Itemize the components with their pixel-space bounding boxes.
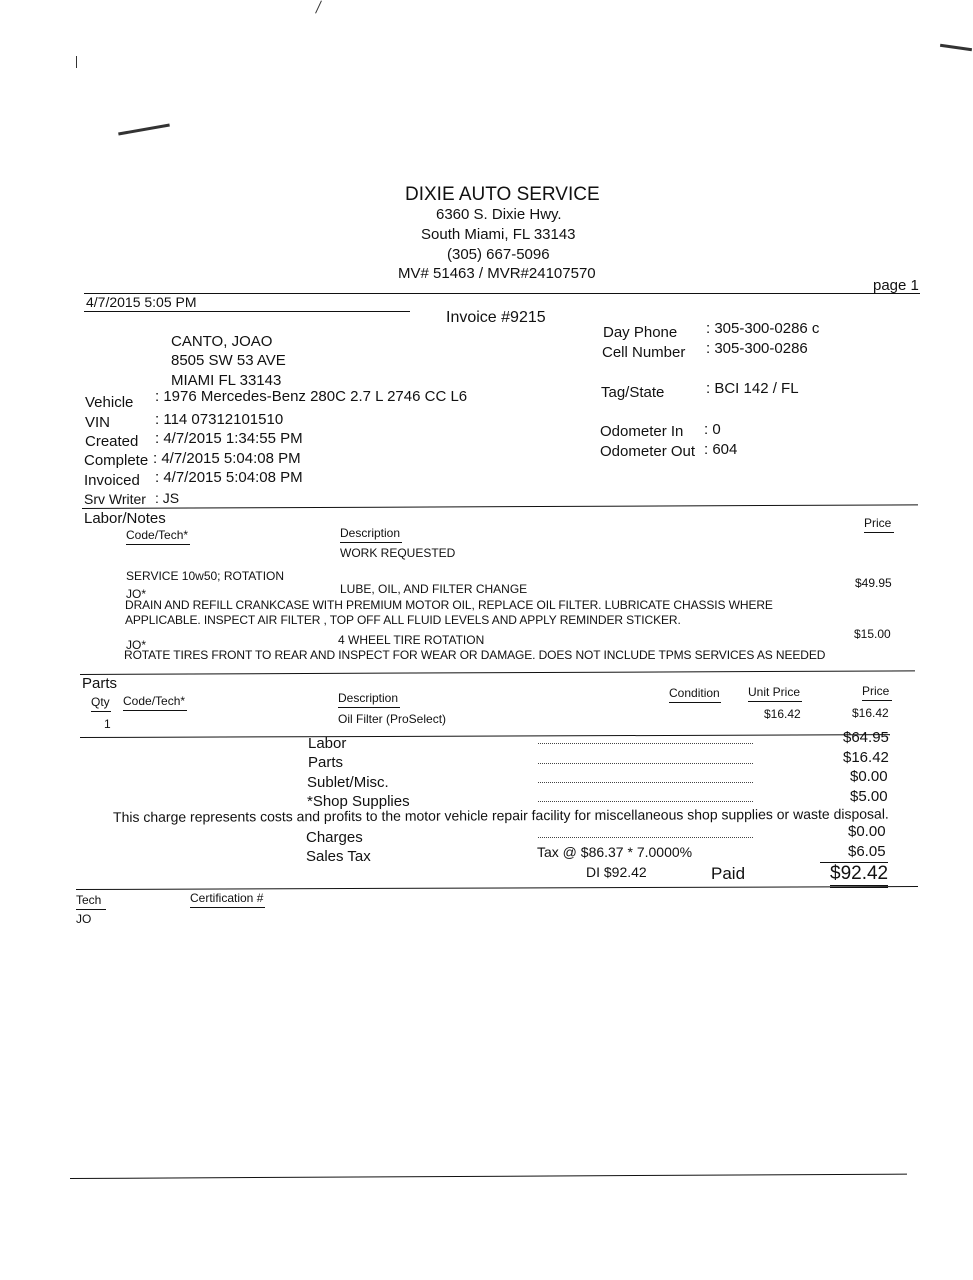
part-row-description: Oil Filter (ProSelect) (338, 712, 447, 726)
labor-line-2-price: $15.00 (854, 627, 891, 641)
complete-label: Complete (84, 452, 149, 469)
vin-label: VIN (85, 414, 111, 431)
labor-line-1-price: $49.95 (855, 576, 892, 590)
parts-col-code: Code/Tech* (123, 694, 187, 711)
total-shop-supplies-leader (538, 801, 753, 802)
labor-line-1-detail-2: APPLICABLE. INSPECT AIR FILTER , TOP OFF ALL FLUID LEVELS AND APPLY REMINDER STICKER. (125, 613, 681, 627)
part-row-price: $16.42 (852, 706, 889, 720)
part-row-qty: 1 (104, 717, 111, 731)
labor-col-code: Code/Tech* (126, 528, 190, 545)
cell-number-label: Cell Number (602, 344, 686, 361)
labor-line-1-description: LUBE, OIL, AND FILTER CHANGE (340, 582, 528, 596)
invoiced-value: : 4/7/2015 5:04:08 PM (155, 469, 303, 486)
labor-col-price: Price (864, 516, 894, 533)
paid-total: $92.42 (830, 863, 888, 888)
header-rule-2 (84, 311, 410, 312)
vin-value: : 114 07312101510 (155, 411, 284, 428)
print-datetime: 4/7/2015 5:05 PM (86, 294, 197, 310)
customer-address2: MIAMI FL 33143 (171, 372, 282, 389)
total-labor-value: $64.95 (843, 729, 889, 746)
payment-method: DI $92.42 (586, 864, 647, 880)
customer-address1: 8505 SW 53 AVE (171, 352, 286, 369)
page-number: page 1 (873, 277, 919, 294)
labor-line-2-description: 4 WHEEL TIRE ROTATION (338, 633, 485, 647)
sales-tax-calculation: Tax @ $86.37 * 7.0000% (537, 844, 693, 860)
invoice-number: Invoice #9215 (446, 309, 546, 326)
labor-line-2-tech: JO* (126, 638, 147, 652)
service-writer-label: Srv Writer (84, 491, 146, 507)
created-value: : 4/7/2015 1:34:55 PM (155, 430, 303, 447)
created-label: Created (85, 433, 139, 450)
scan-mark (940, 44, 972, 51)
labor-line-1-tech: JO* (126, 587, 147, 601)
day-phone-value: : 305-300-0286 c (706, 320, 820, 337)
total-charges-leader (538, 837, 753, 838)
parts-col-unit-price: Unit Price (748, 685, 802, 702)
vehicle-label: Vehicle (85, 394, 134, 411)
footer-tech-value: JO (76, 912, 92, 926)
part-row-unit-price: $16.42 (764, 707, 801, 721)
vehicle-rule (82, 504, 918, 509)
total-sublet-value: $0.00 (850, 768, 888, 785)
parts-col-qty: Qty (91, 695, 111, 712)
total-charges-value: $0.00 (848, 823, 886, 840)
parts-section-title: Parts (82, 675, 118, 692)
total-sales-tax-label: Sales Tax (306, 848, 371, 865)
labor-section-title: Labor/Notes (84, 510, 166, 527)
shop-city: South Miami, FL 33143 (421, 226, 576, 243)
odometer-out-value: : 604 (704, 441, 738, 458)
total-labor-label: Labor (308, 735, 347, 752)
total-sublet-leader (538, 782, 753, 783)
total-sales-tax-value: $6.05 (848, 843, 886, 860)
parts-col-price: Price (862, 684, 892, 701)
shop-street: 6360 S. Dixie Hwy. (436, 206, 562, 223)
tag-state-label: Tag/State (601, 384, 665, 401)
labor-line-2-detail-1: ROTATE TIRES FRONT TO REAR AND INSPECT FOR WEAR OR DAMAGE. DOES NOT INCLUDE TPMS SERVICES AS NEEDED (124, 648, 826, 662)
tag-state-value: : BCI 142 / FL (706, 380, 799, 397)
total-shop-supplies-value: $5.00 (850, 788, 888, 805)
totals-end-rule (76, 886, 918, 890)
shop-license: MV# 51463 / MVR#24107570 (398, 265, 596, 282)
odometer-out-label: Odometer Out (600, 443, 696, 460)
day-phone-label: Day Phone (603, 324, 678, 341)
shop-phone: (305) 667-5096 (447, 246, 550, 263)
service-writer-value: : JS (155, 490, 180, 506)
complete-value: : 4/7/2015 5:04:08 PM (153, 450, 301, 467)
request-note: SERVICE 10w50; ROTATION (126, 569, 285, 583)
total-parts-leader (538, 763, 753, 764)
paid-label: Paid (711, 864, 746, 883)
shop-supplies-disclaimer: This charge represents costs and profits to the motor vehicle repair facility for miscellaneous shop supplies or waste disposal. (112, 805, 889, 825)
parts-col-description: Description (338, 691, 400, 708)
invoiced-label: Invoiced (84, 472, 140, 489)
work-requested: WORK REQUESTED (340, 546, 456, 560)
total-charges-label: Charges (306, 829, 363, 846)
footer-certification-label: Certification # (190, 891, 265, 908)
scan-mark (315, 0, 322, 13)
labor-end-rule (80, 670, 915, 675)
parts-end-rule (80, 734, 890, 738)
footer-tech-label: Tech (76, 893, 106, 910)
cell-number-value: : 305-300-0286 (706, 340, 808, 357)
labor-col-description: Description (340, 526, 402, 543)
header-rule (84, 293, 920, 294)
total-parts-value: $16.42 (843, 749, 889, 766)
bottom-rule (70, 1174, 907, 1179)
shop-name: DIXIE AUTO SERVICE (405, 184, 600, 205)
scan-mark (76, 56, 77, 68)
odometer-in-value: : 0 (704, 421, 721, 438)
total-labor-leader (538, 743, 753, 744)
vehicle-value: : 1976 Mercedes-Benz 280C 2.7 L 2746 CC L6 (155, 388, 468, 405)
parts-col-condition: Condition (669, 686, 721, 703)
scan-mark (118, 124, 170, 136)
customer-name: CANTO, JOAO (171, 333, 273, 350)
total-sublet-label: Sublet/Misc. (307, 774, 389, 791)
labor-line-1-detail-1: DRAIN AND REFILL CRANKCASE WITH PREMIUM MOTOR OIL, REPLACE OIL FILTER. LUBRICATE CHASSIS WHERE (125, 598, 773, 612)
total-shop-supplies-label: *Shop Supplies (307, 793, 410, 810)
odometer-in-label: Odometer In (600, 423, 684, 440)
total-parts-label: Parts (308, 754, 344, 771)
